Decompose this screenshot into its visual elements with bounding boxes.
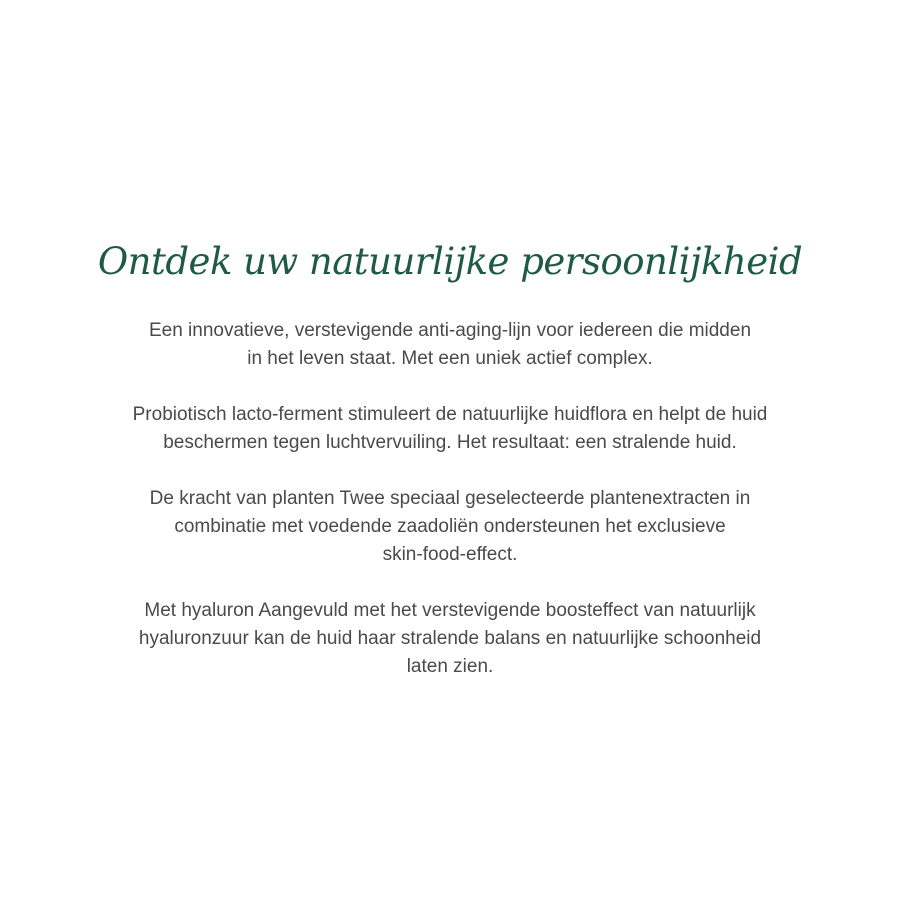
paragraph-line: Probiotisch lacto-ferment stimuleert de natuurlijke huidflora en helpt de huid	[132, 404, 768, 425]
paragraph-hyaluron	[50, 597, 850, 681]
paragraph-line: laten zien.	[406, 656, 494, 677]
body-text	[50, 317, 850, 709]
paragraph-line: beschermen tegen luchtvervuiling. Het resultaat: een stralende huid.	[163, 432, 737, 453]
paragraph-line: skin-food-effect.	[382, 544, 518, 565]
paragraph-line: combinatie met voedende zaadoliën ondersteunen het exclusieve	[174, 516, 726, 537]
paragraph-line: Met hyaluron Aangevuld met het verstevigende boosteffect van natuurlijk	[144, 600, 756, 621]
paragraph-probiotic	[50, 401, 850, 457]
paragraph-plants	[50, 485, 850, 569]
paragraph-intro	[50, 317, 850, 373]
page-headline: Ontdek uw natuurlijke persoonlijkheid	[97, 240, 803, 283]
paragraph-line: hyaluronzuur kan de huid haar stralende balans en natuurlijke schoonheid	[138, 628, 762, 649]
paragraph-line: Een innovatieve, verstevigende anti-aging-lijn voor iedereen die midden	[148, 320, 752, 341]
paragraph-line: De kracht van planten Twee speciaal geselecteerde plantenextracten in	[149, 488, 751, 509]
paragraph-line: in het leven staat. Met een uniek actief complex.	[247, 348, 653, 369]
